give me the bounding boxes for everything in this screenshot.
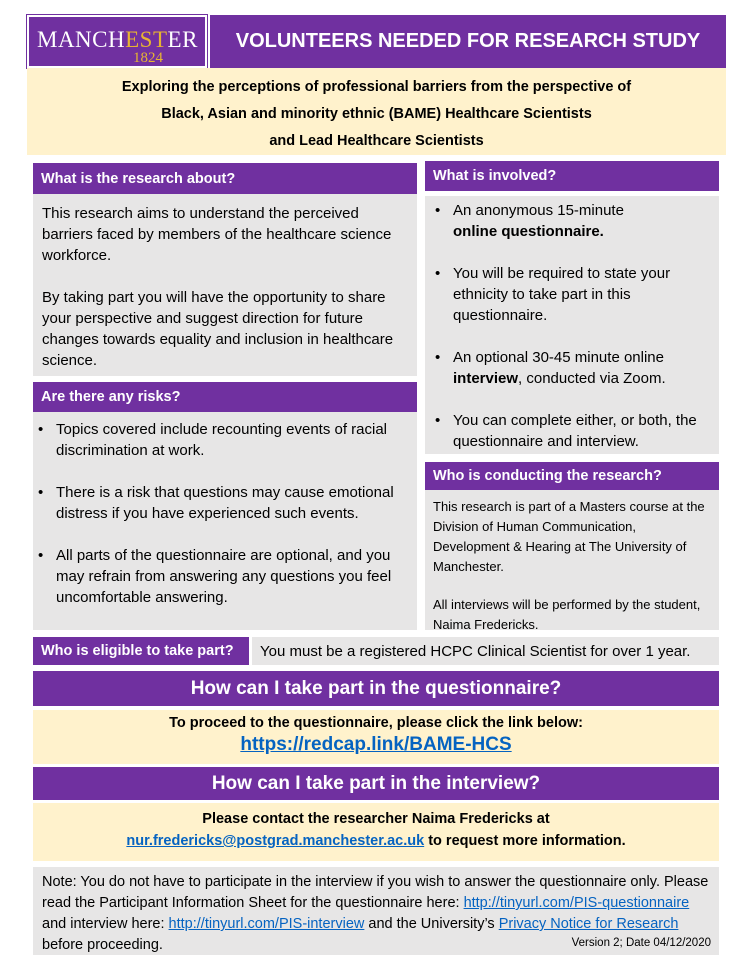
logo-wordmark: MANCHESTER (37, 27, 198, 52)
questionnaire-section (33, 710, 719, 764)
study-title-line-2: Black, Asian and minority ethnic (BAME) Healthcare Scientists (161, 106, 592, 122)
study-title-line-3: and Lead Healthcare Scientists (269, 133, 484, 149)
note-section: Note: You do not have to participate in the interview if you wish to answer the questionnaire only. Please read the Participant Information Sheet for the questionnaire here: http://tinyurl.com/PIS-questionnaire and interview here: http://tinyurl.com/PIS-interview and the University’s Privacy Notice for Research before proceeding. Version 2; Date 04/12/2020 (33, 867, 719, 955)
involved-item: • You can complete either, or both, the questionnaire and interview. (433, 410, 711, 452)
about-section (33, 194, 417, 376)
conducting-heading: Who is conducting the research? (425, 462, 719, 490)
interview-heading: How can I take part in the interview? (33, 767, 719, 800)
interview-contact-line: Please contact the researcher Naima Fredericks at (202, 811, 550, 827)
study-title (27, 68, 726, 155)
page-title: VOLUNTEERS NEEDED FOR RESEARCH STUDY (210, 15, 726, 68)
study-title-line-1: Exploring the perceptions of professional barriers from the perspective of (121, 79, 632, 95)
risks-heading: Are there any risks? (33, 382, 417, 412)
interview-email-line: nur.fredericks@postgrad.manchester.ac.uk to request more information. (126, 833, 626, 849)
conducting-paragraph-2: All interviews will be performed by the student, Naima Fredericks. (433, 597, 701, 632)
logo-year: 1824 (133, 50, 163, 66)
risk-item: • All parts of the questionnaire are optional, and you may refrain from answering any questions you feel uncomfortable answering. (36, 545, 409, 608)
interview-section (33, 803, 719, 861)
university-logo (27, 15, 207, 68)
involved-item: • An anonymous 15-minute online questionnaire. (433, 200, 711, 242)
about-paragraph-2: By taking part you will have the opportunity to share your perspective and suggest direction for future changes towards equality and inclusion in healthcare science. (42, 289, 394, 369)
involved-heading: What is involved? (425, 161, 719, 191)
researcher-email-link[interactable]: nur.fredericks@postgrad.manchester.ac.uk (126, 833, 425, 849)
conducting-paragraph-1: This research is part of a Masters course at the Division of Human Communication, Development & Hearing at The University of Manchester. (433, 499, 705, 574)
risks-section (33, 412, 417, 630)
about-paragraph-1: This research aims to understand the perceived barriers faced by members of the healthcare science workforce. (42, 205, 392, 264)
eligible-heading: Who is eligible to take part? (33, 637, 249, 665)
eligible-criteria: You must be a registered HCPC Clinical Scientist for over 1 year. (252, 637, 719, 665)
risk-item: • There is a risk that questions may cause emotional distress if you have experienced such events. (36, 482, 409, 524)
conducting-section (425, 490, 719, 630)
about-heading: What is the research about? (33, 163, 417, 194)
pis-questionnaire-link[interactable]: http://tinyurl.com/PIS-questionnaire (463, 895, 690, 911)
involved-item: • You will be required to state your ethnicity to take part in this questionnaire. (433, 263, 711, 326)
version-label: Version 2; Date 04/12/2020 (571, 937, 711, 949)
involved-section (425, 196, 719, 454)
pis-interview-link[interactable]: http://tinyurl.com/PIS-interview (168, 916, 365, 932)
questionnaire-instruction: To proceed to the questionnaire, please click the link below: (169, 715, 583, 731)
risk-item: • Topics covered include recounting events of racial discrimination at work. (36, 419, 409, 461)
questionnaire-heading: How can I take part in the questionnaire? (33, 671, 719, 706)
privacy-notice-link[interactable]: Privacy Notice for Research (498, 916, 679, 932)
questionnaire-link[interactable]: https://redcap.link/BAME-HCS (240, 734, 512, 755)
involved-item: • An optional 30-45 minute online interview, conducted via Zoom. (433, 347, 711, 389)
